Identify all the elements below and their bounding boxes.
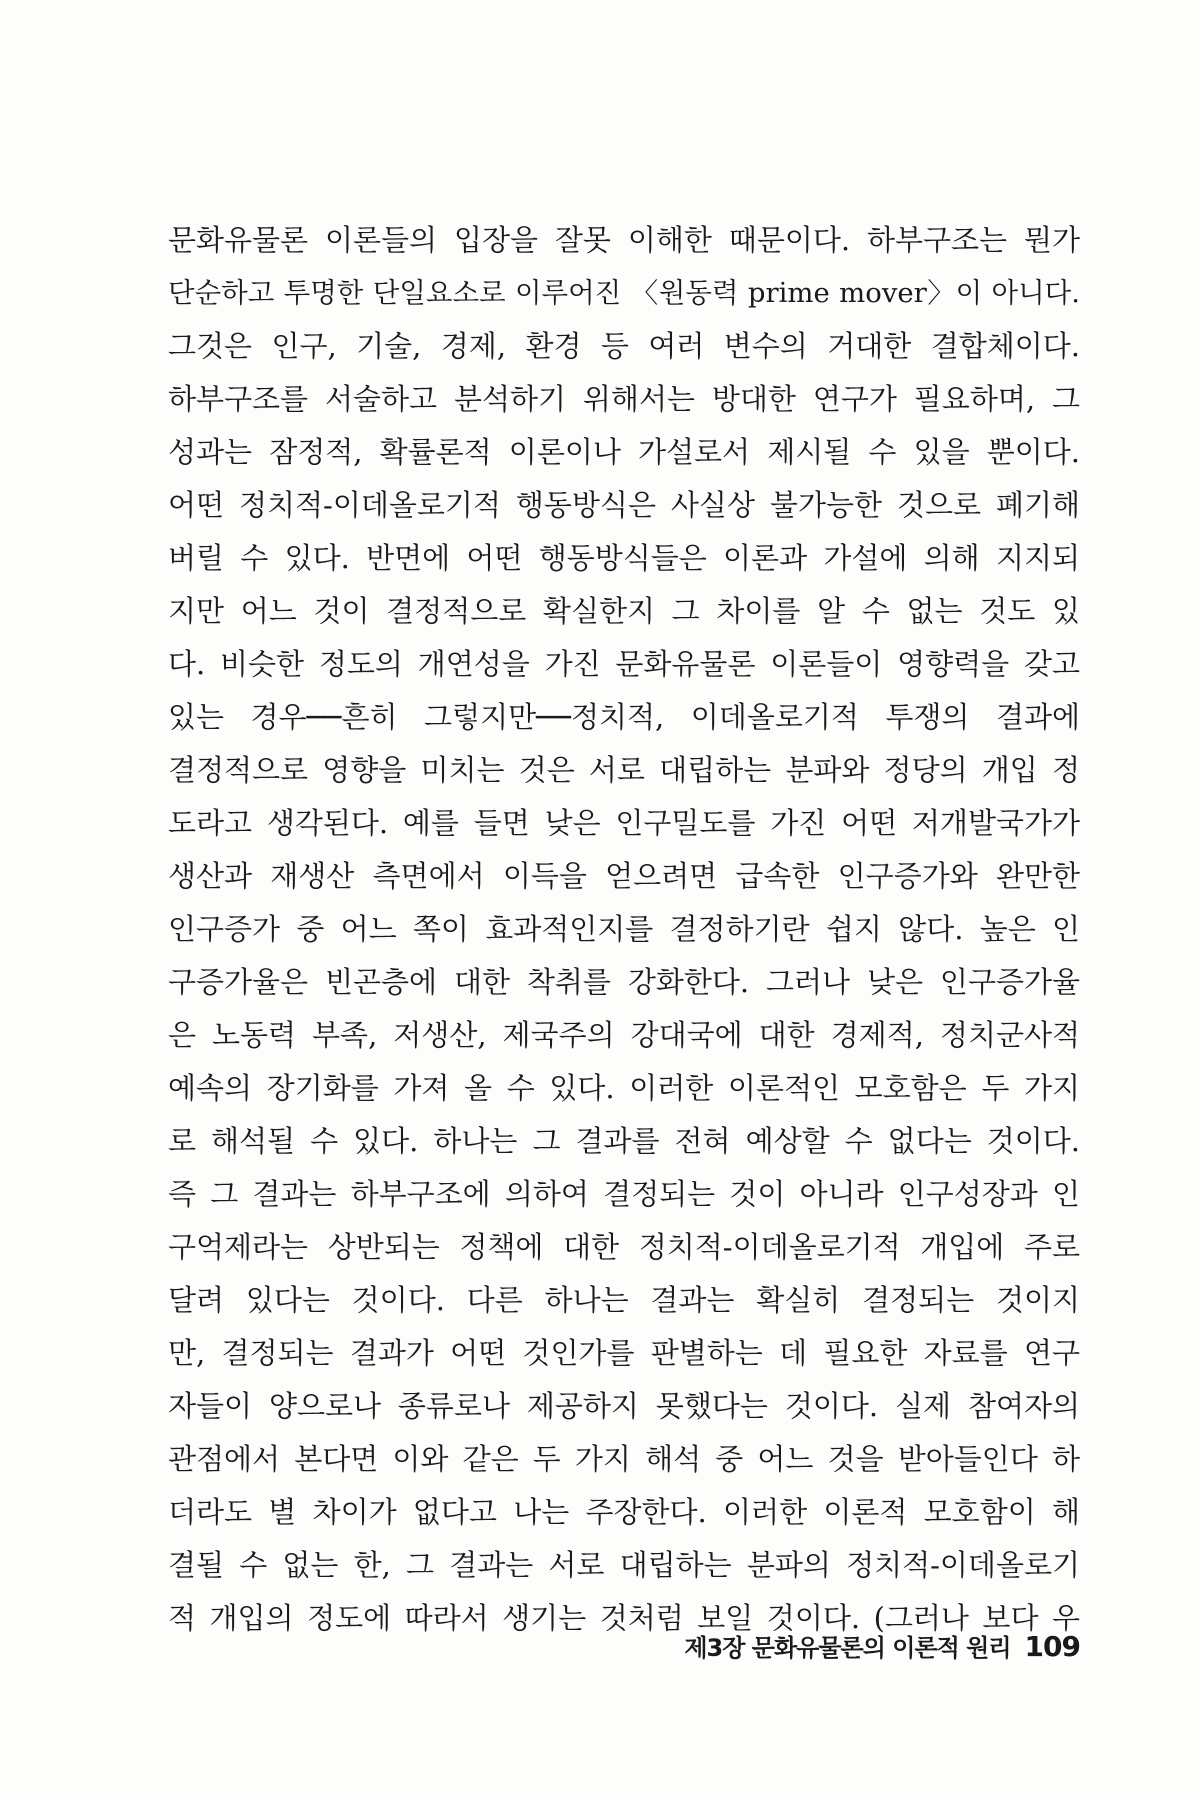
text-line: 결될 수 없는 한, 그 결과는 서로 대립하는 분파의 정치적-이데올로기 [168, 1548, 1080, 1582]
text-line: 관점에서 본다면 이와 같은 두 가지 해석 중 어느 것을 받아들인다 하 [168, 1442, 1080, 1476]
chapter-title: 제3장 문화유물론의 이론적 원리 [684, 1634, 1011, 1662]
text-line: 결정적으로 영향을 미치는 것은 서로 대립하는 분파와 정당의 개입 정 [168, 753, 1080, 787]
text-line: 생산과 재생산 측면에서 이득을 얻으려면 급속한 인구증가와 완만한 [168, 859, 1080, 893]
running-footer [600, 1628, 1080, 1663]
text-line: 만, 결정되는 결과가 어떤 것인가를 판별하는 데 필요한 자료를 연구 [168, 1336, 1080, 1370]
text-line: 버릴 수 있다. 반면에 어떤 행동방식들은 이론과 가설에 의해 지지되 [168, 541, 1080, 575]
text-line: 로 해석될 수 있다. 하나는 그 결과를 전혀 예상할 수 없다는 것이다. [168, 1124, 1080, 1158]
body-text [168, 214, 1080, 1645]
text-line: 구증가율은 빈곤층에 대한 착취를 강화한다. 그러나 낮은 인구증가율 [168, 965, 1080, 999]
text-line: 단순하고 투명한 단일요소로 이루어진 〈원동력 prime mover〉이 아니다. [168, 277, 1080, 309]
text-line: 다. 비슷한 정도의 개연성을 가진 문화유물론 이론들이 영향력을 갖고 [168, 647, 1080, 681]
text-line: 적 개입의 정도에 따라서 생기는 것처럼 보일 것이다. (그러나 보다 우 [168, 1601, 1080, 1635]
text-line: 구억제라는 상반되는 정책에 대한 정치적-이데올로기적 개입에 주로 [168, 1230, 1080, 1264]
text-line: 예속의 장기화를 가져 올 수 있다. 이러한 이론적인 모호함은 두 가지 [168, 1071, 1080, 1105]
text-line: 성과는 잠정적, 확률론적 이론이나 가설로서 제시될 수 있을 뿐이다. [168, 435, 1080, 469]
text-line: 도라고 생각된다. 예를 들면 낮은 인구밀도를 가진 어떤 저개발국가가 [168, 806, 1080, 840]
text-line: 있는 경우──흔히 그렇지만──정치적, 이데올로기적 투쟁의 결과에 [168, 700, 1080, 734]
text-line: 지만 어느 것이 결정적으로 확실한지 그 차이를 알 수 없는 것도 있 [168, 594, 1080, 628]
text-line: 하부구조를 서술하고 분석하기 위해서는 방대한 연구가 필요하며, 그 [168, 382, 1080, 416]
text-line: 즉 그 결과는 하부구조에 의하여 결정되는 것이 아니라 인구성장과 인 [168, 1177, 1080, 1211]
text-line: 은 노동력 부족, 저생산, 제국주의 강대국에 대한 경제적, 정치군사적 [168, 1018, 1080, 1052]
text-line: 그것은 인구, 기술, 경제, 환경 등 여러 변수의 거대한 결합체이다. [168, 329, 1080, 363]
text-line: 인구증가 중 어느 쪽이 효과적인지를 결정하기란 쉽지 않다. 높은 인 [168, 912, 1080, 946]
text-line: 문화유물론 이론들의 입장을 잘못 이해한 때문이다. 하부구조는 뭔가 [168, 223, 1080, 257]
text-line: 달려 있다는 것이다. 다른 하나는 결과는 확실히 결정되는 것이지 [168, 1283, 1080, 1317]
text-line: 더라도 별 차이가 없다고 나는 주장한다. 이러한 이론적 모호함이 해 [168, 1495, 1080, 1529]
page-number: 109 [1024, 1630, 1080, 1663]
text-line: 자들이 양으로나 종류로나 제공하지 못했다는 것이다. 실제 참여자의 [168, 1389, 1080, 1423]
text-line: 어떤 정치적-이데올로기적 행동방식은 사실상 불가능한 것으로 폐기해 [168, 488, 1080, 522]
